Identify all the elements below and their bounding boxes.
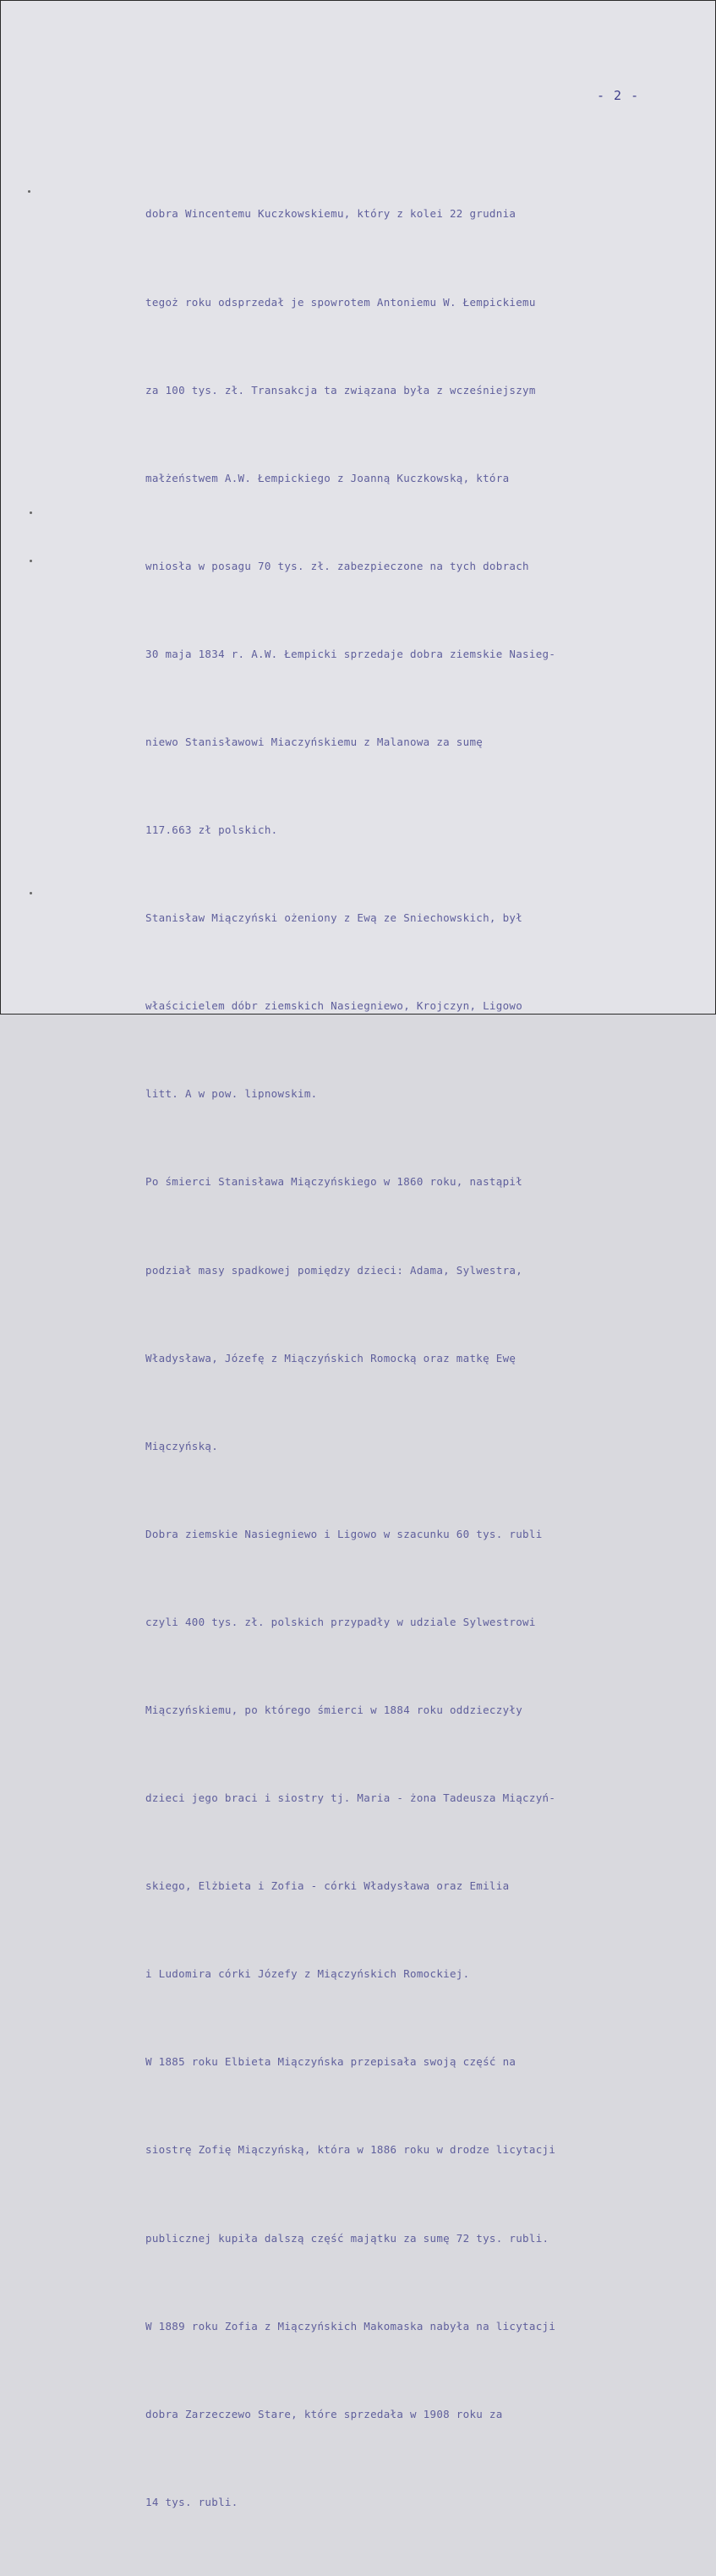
text-line: 14 tys. rubli. [145,2495,238,2508]
text-line: właścicielem dóbr ziemskich Nasiegniewo, Krojczyn, Ligowo [145,999,523,1013]
text-line: za 100 tys. zł. Transakcja ta związana była z wcześniejszym [145,383,536,397]
text-line: czyli 400 tys. zł. polskich przypadły w udziale Sylwestrowi [145,1615,536,1628]
text-line: niewo Stanisławowi Miaczyńskiemu z Malanowa za sumę [145,735,484,748]
margin-mark [30,892,32,894]
text-line: i Ludomira córki Józefy z Miączyńskich Romockiej. [145,1967,470,1981]
text-line: Miączyńską. [145,1439,219,1452]
text-line: wniosła w posagu 70 tys. zł. zabezpieczone na tych dobrach [145,559,529,572]
text-line: skiego, Elżbieta i Zofia - córki Władysława oraz Emilia [145,1879,510,1893]
margin-mark [30,560,32,562]
page-number: - 2 - [597,88,640,103]
text-line: Dobra ziemskie Nasiegniewo i Ligowo w szacunku 60 tys. rubli [145,1527,543,1540]
text-line: małżeństwem A.W. Łempickiego z Joanną Kuczkowską, która [145,471,510,484]
text-line: publicznej kupiła dalszą część majątku za sumę 72 tys. rubli. [145,2231,549,2245]
text-line: tegoż roku odsprzedał je spowrotem Antoniemu W. Łempickiemu [145,295,536,309]
document-text [145,141,703,2576]
text-line: Po śmierci Stanisława Miączyńskiego w 1860 roku, nastąpił [145,1175,523,1189]
text-line: dobra Wincentemu Kuczkowskiemu, który z kolei 22 grudnia [145,207,517,221]
text-line: 30 maja 1834 r. A.W. Łempicki sprzedaje dobra ziemskie Nasieg- [145,647,556,660]
margin-mark [30,511,32,514]
text-line: dobra Zarzeczewo Stare, które sprzedała w 1908 roku za [145,2407,503,2420]
text-line: Stanisław Miączyński ożeniony z Ewą ze Sniechowskich, był [145,911,523,925]
margin-mark [28,190,30,193]
text-line: W 1885 roku Elbieta Miączyńska przepisała swoją część na [145,2055,517,2069]
text-line: 117.663 zł polskich. [145,823,278,837]
text-line: Władysława, Józefę z Miączyńskich Romocką oraz matkę Ewę [145,1351,517,1365]
text-line: Miączyńskiemu, po którego śmierci w 1884 roku oddzieczyły [145,1704,523,1716]
text-line: litt. A w pow. lipnowskim. [145,1087,318,1101]
text-line: W 1889 roku Zofia z Miączyńskich Makomaska nabyła na licytacji [145,2319,556,2333]
text-line: siostrę Zofię Miączyńską, która w 1886 roku w drodze licytacji [145,2143,556,2157]
text-line: dzieci jego braci i siostry tj. Maria - żona Tadeusza Miączyń- [145,1791,556,1805]
text-line: podział masy spadkowej pomiędzy dzieci: Adama, Sylwestra, [145,1263,523,1277]
